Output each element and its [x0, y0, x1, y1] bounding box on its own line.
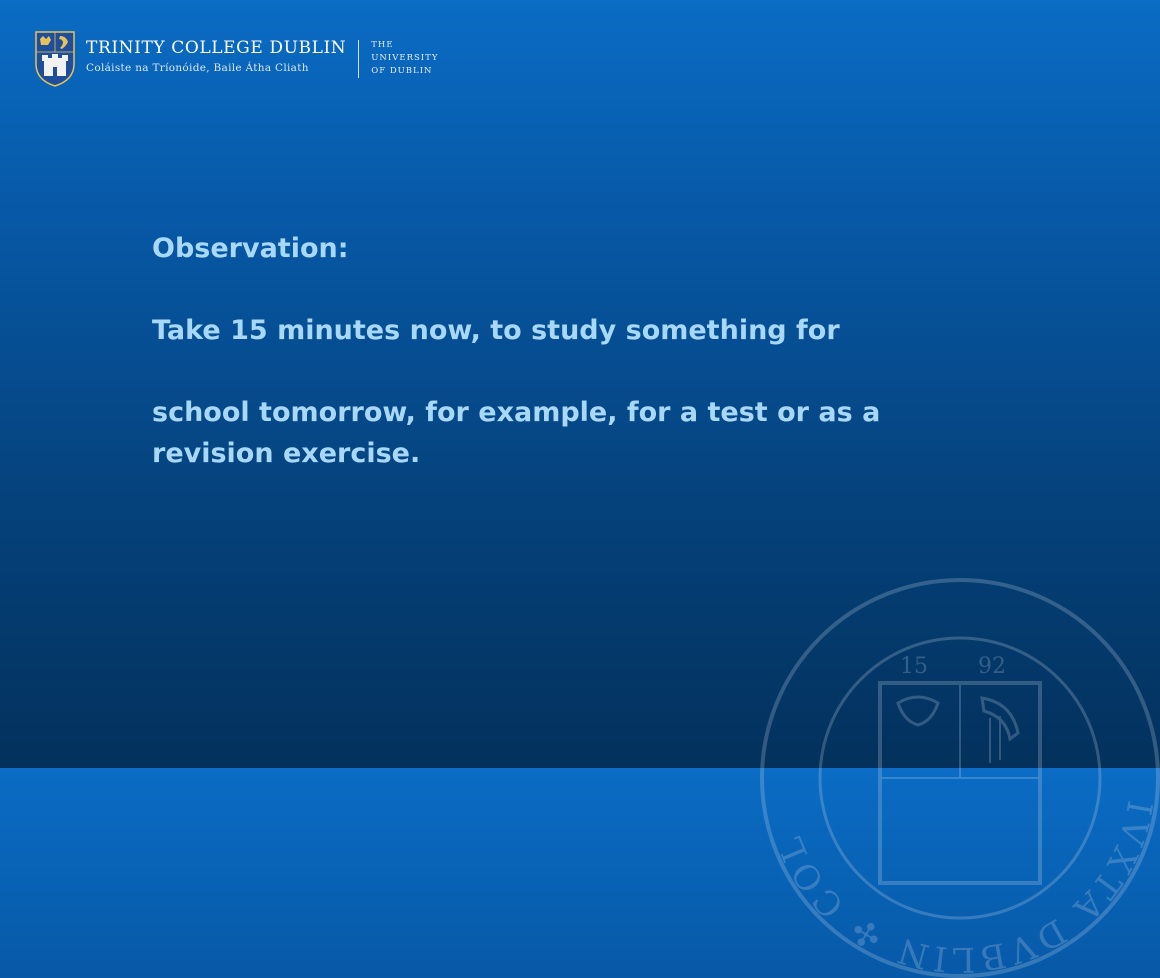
crest-icon — [34, 30, 76, 88]
university-name-block — [371, 30, 438, 78]
university-line-1: THE — [371, 40, 394, 50]
seal-year-right: 92 — [978, 654, 1006, 679]
university-line-2: UNIVERSITY — [371, 53, 439, 63]
slide-body — [152, 228, 932, 474]
seal-text: IVXTA DVBLIN ✣ COL — [769, 797, 1160, 978]
body-line-2: school tomorrow, for example, for a test or as a revision exercise. — [152, 397, 881, 469]
college-irish-name: Coláiste na Tríonóide, Baile Átha Cliath — [86, 62, 309, 74]
university-line-3: OF DUBLIN — [371, 66, 433, 76]
observation-heading: Observation: — [152, 233, 349, 264]
university-seal-watermark — [760, 578, 1160, 978]
college-name: TRINITY COLLEGE DUBLIN — [86, 38, 347, 58]
logo-divider — [358, 40, 359, 78]
college-logo — [34, 30, 438, 90]
college-name-block — [86, 30, 346, 76]
seal-year-left: 15 — [900, 654, 928, 679]
body-line-1: Take 15 minutes now, to study something for — [152, 315, 840, 346]
